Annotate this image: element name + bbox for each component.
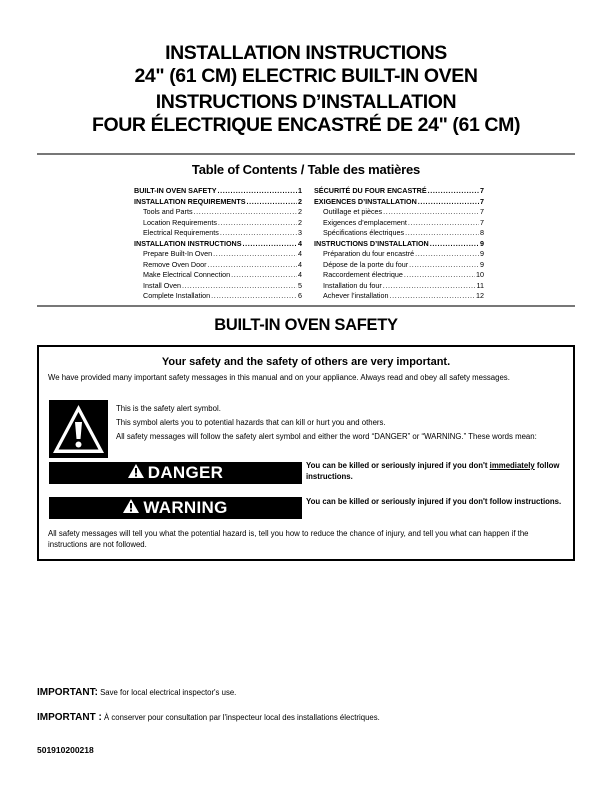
safety-intro: We have provided many important safety messages in this manual and on your appliance. Always read and obey all safety messages. [48,373,510,382]
danger-meaning [306,461,568,482]
safety-box [37,345,575,561]
important-label: IMPORTANT: [37,687,98,698]
toc-column-english [134,186,302,302]
warning-triangle-icon [123,498,139,518]
title-line-2: 24" (61 CM) ELECTRIC BUILT-IN OVEN [134,65,478,87]
toc-entry-page: 4 [298,238,302,248]
toc-entry [134,260,302,271]
toc-entry-label: Make Electrical Connection [143,270,231,279]
toc-entry [134,228,302,239]
toc-entry-page: 4 [298,270,302,279]
toc-entry-label: Electrical Requirements [143,228,219,237]
alert-line-2: This symbol alerts you to potential hazards that can kill or hurt you and others. [116,418,386,427]
alert-explanation [116,404,556,446]
danger-text-start: You can be killed or seriously injured if you don't [306,461,490,470]
toc-entry-label: Location Requirements [143,217,217,227]
toc-entry-label: Raccordement électrique [323,270,403,279]
toc-entry-page: 7 [480,186,484,195]
danger-text-end: follow instructions. [306,461,560,481]
important-text: Save for local electrical inspector's use. [97,688,237,697]
title-line-1: INSTALLATION INSTRUCTIONS [165,42,447,64]
warning-triangle-icon [128,463,144,483]
toc-entry-page: 9 [480,238,484,248]
safety-alert-icon [49,400,108,458]
toc-entry-page: 1 [298,186,302,195]
toc-entry-label: Spécifications électriques [323,228,405,237]
divider-middle [37,305,575,307]
toc-entry-label: BUILT-IN OVEN SAFETY [134,186,217,195]
toc-entry-page: 2 [298,196,302,206]
toc-leader-dots [428,186,479,197]
title-line-4: FOUR ÉLECTRIQUE ENCASTRÉ DE 24" (61 CM) [91,114,521,136]
toc-entry [314,270,484,281]
toc-column-french [314,186,484,302]
safety-headline: Your safety and the safety of others are very important. [161,356,451,368]
toc-leader-dots [430,239,479,250]
toc-entry-label: Tools and Parts [143,207,193,216]
toc-entry [314,228,484,239]
document-number: 501910200218 [37,745,94,755]
toc-entry-page: 5 [298,280,302,290]
toc-entry [134,218,302,229]
toc-entry-label: INSTRUCTIONS D’INSTALLATION [314,238,429,248]
toc-entry-page: 2 [298,217,302,227]
important-label: IMPORTANT : [37,712,102,723]
document-titles [0,42,612,137]
important-note-french [37,712,380,723]
toc-leader-dots [390,291,475,302]
toc-entry-label: Préparation du four encastré [323,249,415,258]
toc-entry-label: Complete Installation [143,291,211,300]
toc-entry-label: Remove Oven Door [143,259,207,269]
warning-meaning: You can be killed or seriously injured if you don't follow instructions. [306,497,562,506]
toc-entry [314,218,484,229]
toc-leader-dots [383,281,476,292]
toc-entry-page: 9 [480,249,484,258]
safety-outro: All safety messages will tell you what the potential hazard is, tell you how to reduce the chance of injury, and tell you what can happen if the instructions are not followed. [48,529,529,549]
toc-entry [314,186,484,197]
toc-leader-dots [208,260,297,271]
important-note-english [37,687,236,698]
alert-line-1: This is the safety alert symbol. [116,404,221,413]
toc-entry [314,239,484,250]
toc-entry-label: SÉCURITÉ DU FOUR ENCASTRÉ [314,186,427,195]
toc-entry [314,260,484,271]
toc-entry-page: 8 [480,228,484,237]
divider-top [37,153,575,155]
toc-entry-label: Dépose de la porte du four [323,259,409,269]
toc-entry [314,197,484,208]
toc-entry-label: Installation du four [323,280,382,290]
toc-entry-page: 10 [476,270,484,279]
toc-leader-dots [409,260,479,271]
toc-leader-dots [415,249,479,260]
toc-entry-label: Outillage et pièces [323,207,383,216]
toc-entry [134,207,302,218]
toc-entry-label: Exigences d’emplacement [323,217,407,227]
toc-leader-dots [383,207,479,218]
toc-entry [134,197,302,208]
toc-leader-dots [182,281,297,292]
toc-entry-page: 4 [298,249,302,258]
toc-entry [314,291,484,302]
toc-entry-page: 7 [480,217,484,227]
toc-leader-dots [218,186,297,197]
toc-entry [314,207,484,218]
toc-entry [314,281,484,292]
toc-entry [134,239,302,250]
toc-entry-label: INSTALLATION INSTRUCTIONS [134,238,242,248]
toc-entry [134,270,302,281]
toc-entry-page: 11 [476,280,484,290]
toc-leader-dots [213,249,297,260]
warning-label-bar [49,497,302,519]
toc-leader-dots [243,239,297,250]
alert-line-3: All safety messages will follow the safety alert symbol and either the word “DANGER” or “WARNING.” These words mean: [116,432,537,441]
toc-entry [134,291,302,302]
toc-entry-page: 7 [480,207,484,216]
danger-text-emphasis: immediately [489,461,535,470]
section-title: BUILT-IN OVEN SAFETY [214,316,398,334]
toc-leader-dots [231,270,297,281]
toc-entry-label: Prepare Built-In Oven [143,249,213,258]
toc-leader-dots [218,218,297,229]
title-line-3: INSTRUCTIONS D’INSTALLATION [155,91,457,113]
toc-entry-page: 2 [298,207,302,216]
toc-entry [134,186,302,197]
toc-entry-label: Achever l’installation [323,291,389,300]
toc-leader-dots [194,207,297,218]
toc-entry-label: Install Oven [143,280,181,290]
toc-title: Table of Contents / Table des matières [191,162,421,177]
toc-leader-dots [404,270,475,281]
toc-entry [134,249,302,260]
warning-label: WARNING [143,498,228,517]
toc-entry-page: 3 [298,228,302,237]
toc-entry [134,281,302,292]
toc-entry-page: 9 [480,259,484,269]
important-text: À conserver pour consultation par l'inspecteur local des installations électriques. [101,713,380,722]
toc-leader-dots [408,218,479,229]
toc-entry-page: 4 [298,259,302,269]
toc-leader-dots [418,197,479,208]
toc-entry-page: 6 [298,291,302,300]
toc-entry-label: INSTALLATION REQUIREMENTS [134,196,246,206]
danger-label-bar [49,462,302,484]
toc-leader-dots [405,228,479,239]
toc-entry-page: 12 [476,291,484,300]
toc-entry-label: EXIGENCES D’INSTALLATION [314,196,417,206]
toc-leader-dots [247,197,297,208]
toc-entry-page: 7 [480,196,484,206]
toc-leader-dots [220,228,297,239]
danger-label: DANGER [147,463,224,482]
toc-entry [314,249,484,260]
toc-leader-dots [211,291,297,302]
